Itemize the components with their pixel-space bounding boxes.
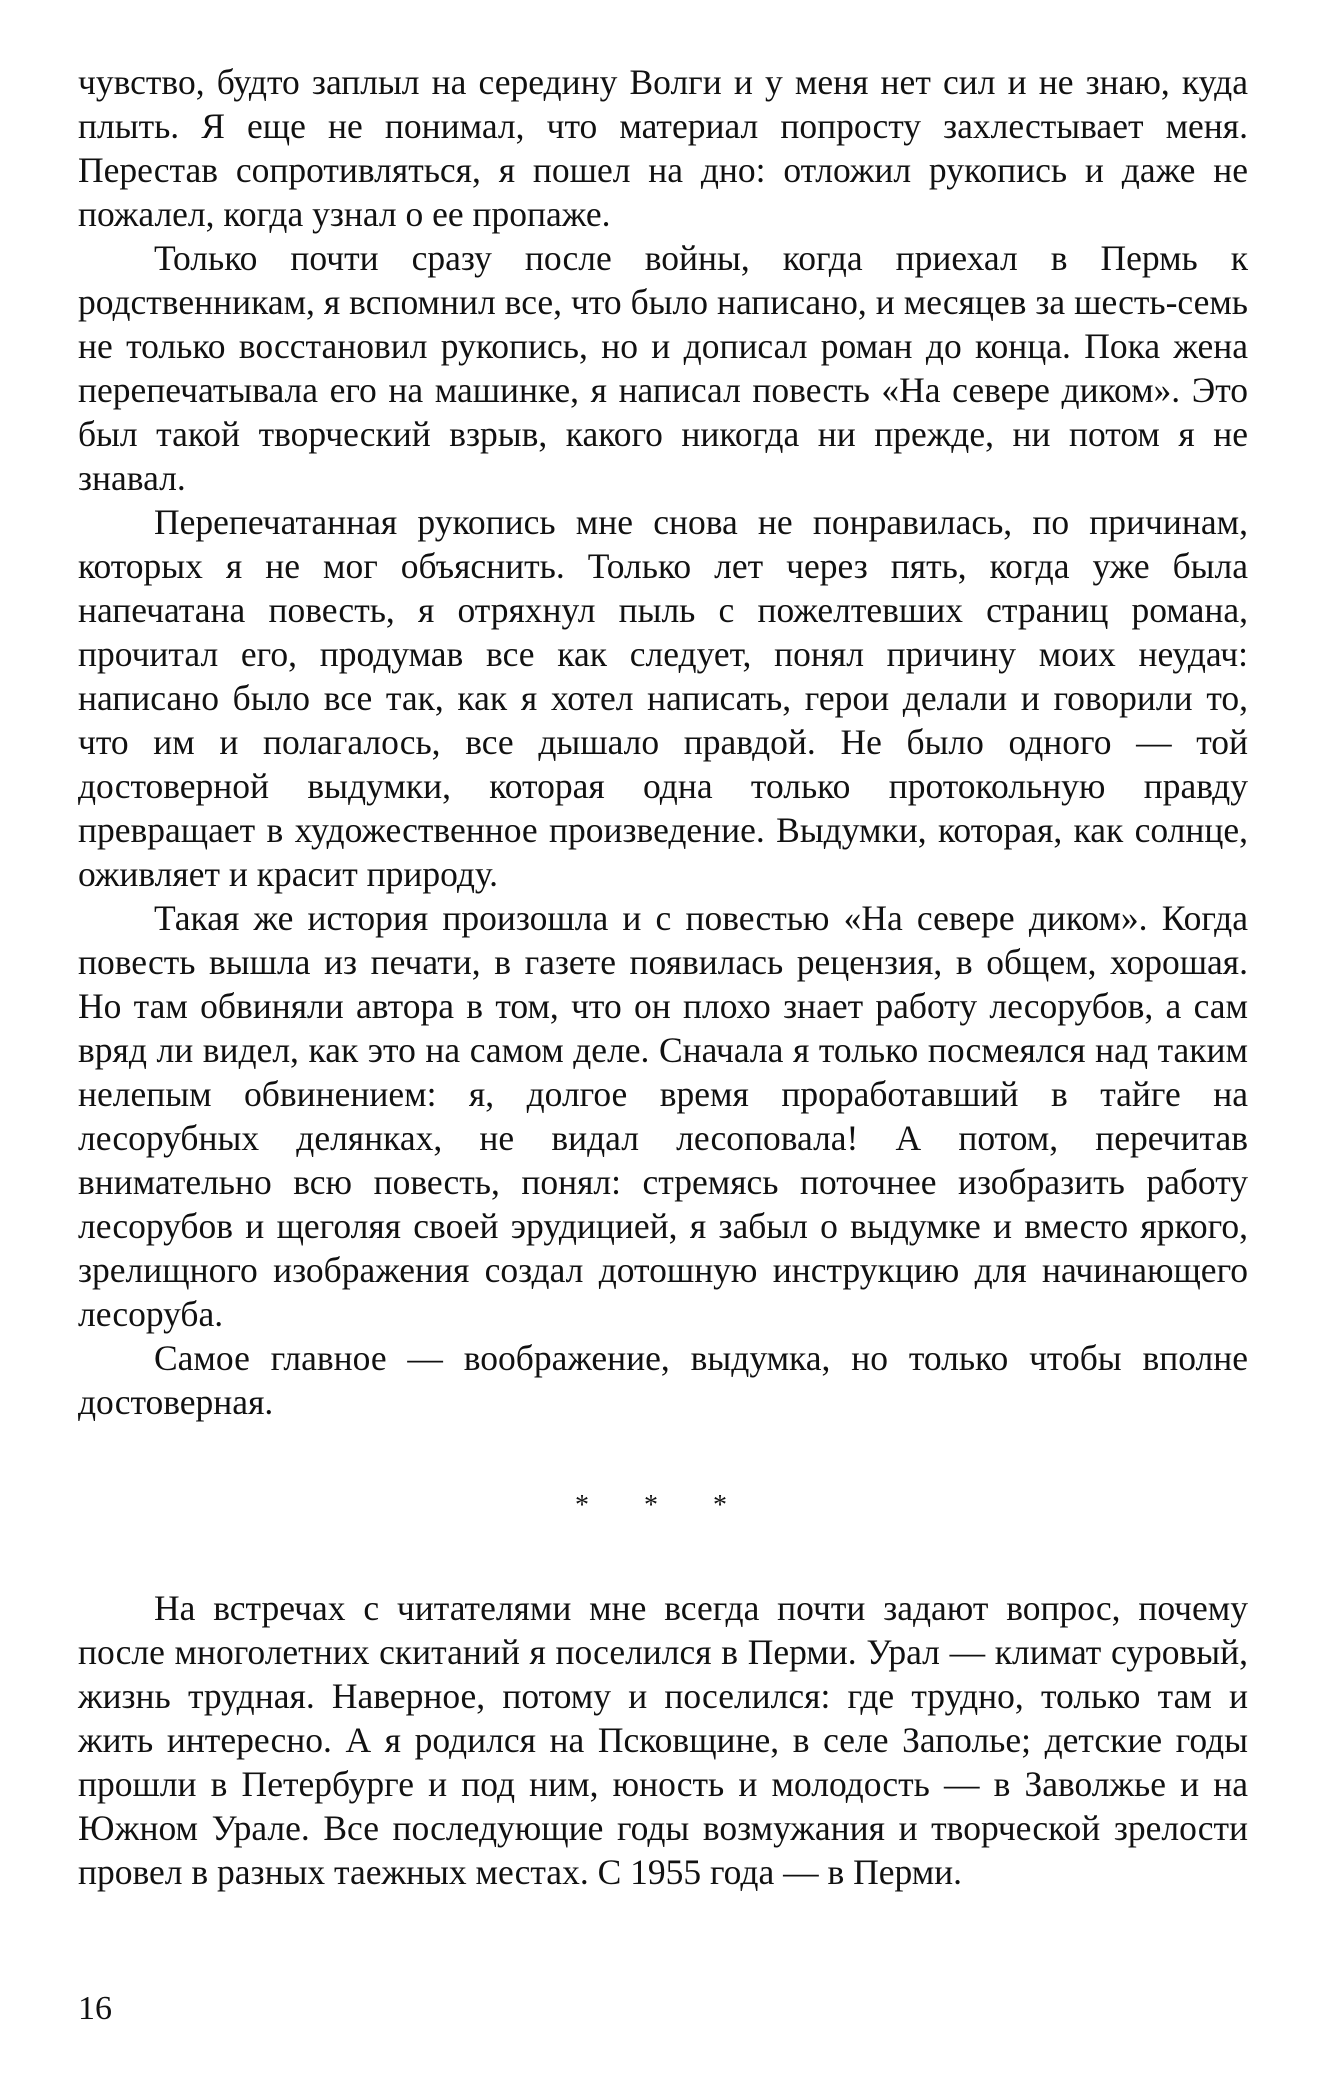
page-number: 16 <box>78 1990 112 2027</box>
paragraph-1: чувство, будто заплыл на середину Волги и у меня нет сил и не знаю, куда плыть. Я еще не понимал, что материал попросту захлестывает меня. Перестав сопротивляться, я пошел на дно: отложил рукопись и даже не пожалел, когда узнал о ее пропаже. <box>78 62 1248 234</box>
book-page <box>78 60 1248 1894</box>
paragraph-2: Только почти сразу после войны, когда приехал в Пермь к родственникам, я вспомнил все, что было написано, и месяцев за шесть-семь не только восстановил рукопись, но и дописал роман до конца. Пока жена перепечатывала его на машинке, я написал повесть «На севере диком». Это был такой творческий взрыв, какого никогда ни прежде, ни потом я не знавал. <box>78 238 1248 498</box>
paragraph-3: Перепечатанная рукопись мне снова не понравилась, по причинам, которых я не мог объяснить. Только лет через пять, когда уже была напечатана повесть, я отряхнул пыль с пожелтевших страниц романа, прочитал его, продумав все как следует, понял причину моих неудач: написано было все так, как я хотел написать, герои делали и говорили то, что им и полагалось, все дышало правдой. Не было одного — той достоверной выдумки, которая одна только протокольную правду превращает в художественное произведение. Выдумки, которая, как солнце, оживляет и красит природу. <box>78 502 1248 894</box>
paragraph-6: На встречах с читателями мне всегда почти задают вопрос, почему после многолетних скитаний я поселился в Перми. Урал — климат суровый, жизнь трудная. Наверное, потому и поселился: где трудно, только там и жить интересно. А я родился на Псковщине, в селе Заполье; детские годы прошли в Петербурге и под ним, юность и молодость — в Заволжье и на Южном Урале. Все последующие годы возмужания и творческой зрелости провел в разных таежных местах. С 1955 года — в Перми. <box>78 1588 1248 1892</box>
section-separator: * * * <box>575 1490 751 1521</box>
paragraph-5: Самое главное — воображение, выдумка, но только чтобы вполне достоверная. <box>78 1338 1248 1422</box>
paragraph-4: Такая же история произошла и с повестью «На севере диком». Когда повесть вышла из печати, в газете появилась рецензия, в общем, хорошая. Но там обвиняли автора в том, что он плохо знает работу лесорубов, а сам вряд ли видел, как это на самом деле. Сначала я только посмеялся над таким нелепым обвинением: я, долгое время проработавший в тайге на лесорубных делянках, не видал лесоповала! А потом, перечитав внимательно всю повесть, понял: стремясь поточнее изобразить работу лесорубов и щеголяя своей эрудицией, я забыл о выдумке и вместо яркого, зрелищного изображения создал дотошную инструкцию для начинающего лесоруба. <box>78 898 1248 1334</box>
